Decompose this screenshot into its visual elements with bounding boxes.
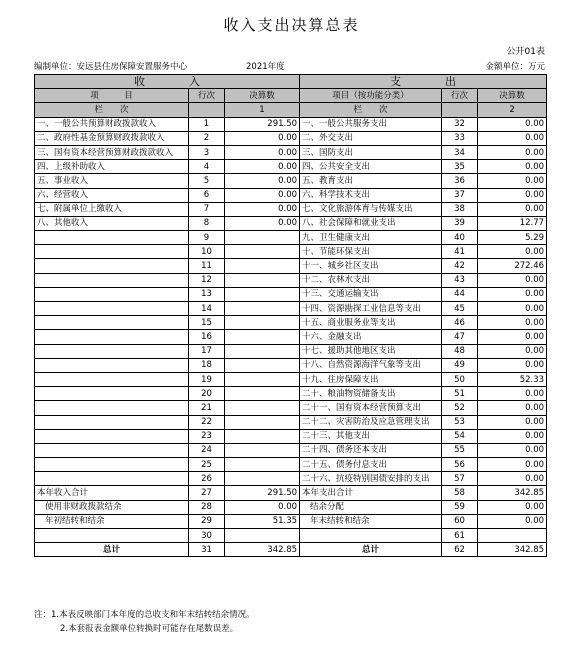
income-item-cell [35,245,189,259]
table-row [35,472,547,486]
expense-amount-cell: 0.00 [478,458,547,472]
income-item-cell: 年初结转和结余 [35,514,189,528]
income-item-cell [35,287,189,301]
income-line-cell: 21 [189,401,225,415]
income-item-header: 项 目 [35,89,189,103]
income-item-cell: 六、经营收入 [35,188,189,202]
table-row [35,543,547,557]
expense-amount-cell [478,529,547,543]
expense-item-cell: 六、科学技术支出 [300,188,442,202]
income-item-cell: 使用非财政拨款结余 [35,500,189,514]
expense-item-cell: 三、国防支出 [300,145,442,159]
expense-line-cell: 39 [442,216,478,230]
expense-col-blank [442,103,478,117]
income-col-blank [189,103,225,117]
income-amount-header: 决算数 [225,89,300,103]
income-amount-cell: 0.00 [225,500,300,514]
income-item-cell [35,259,189,273]
income-line-cell: 28 [189,500,225,514]
expense-item-header: 项目（按功能分类） [300,89,442,103]
income-amount-cell [225,358,300,372]
income-line-cell: 20 [189,387,225,401]
expense-line-cell: 52 [442,401,478,415]
expense-item-cell: 十五、商业服务业等支出 [300,316,442,330]
section-header-row [35,75,547,89]
expense-amount-cell: 342.85 [478,543,547,557]
table-row [35,131,547,145]
income-line-cell: 15 [189,316,225,330]
income-amount-cell [225,245,300,259]
expense-amount-cell: 0.00 [478,387,547,401]
expense-amount-cell: 0.00 [478,443,547,457]
column-index-row [35,103,547,117]
expense-amount-cell: 0.00 [478,287,547,301]
income-item-cell: 七、附属单位上缴收入 [35,202,189,216]
income-line-cell: 30 [189,529,225,543]
income-item-cell [35,302,189,316]
meta-row [34,60,545,73]
income-amount-cell [225,302,300,316]
expense-line-cell: 60 [442,514,478,528]
income-amount-cell: 0.00 [225,216,300,230]
income-amount-cell: 0.00 [225,174,300,188]
expense-amount-cell: 0.00 [478,472,547,486]
income-line-header: 行次 [189,89,225,103]
expense-amount-cell: 0.00 [478,245,547,259]
income-item-cell [35,358,189,372]
expense-item-cell: 二十一、国有资本经营预算支出 [300,401,442,415]
expense-amount-cell: 342.85 [478,486,547,500]
expense-col-index: 2 [478,103,547,117]
table-row [35,216,547,230]
income-item-cell [35,273,189,287]
income-item-cell [35,387,189,401]
income-amount-cell: 0.00 [225,202,300,216]
expense-item-cell: 五、教育支出 [300,174,442,188]
expense-item-cell: 十七、援助其他地区支出 [300,344,442,358]
expense-line-cell: 42 [442,259,478,273]
income-col-label: 栏 次 [35,103,189,117]
income-line-cell: 16 [189,330,225,344]
expense-item-cell: 二十四、债务还本支出 [300,443,442,457]
income-amount-cell [225,344,300,358]
expense-line-cell: 58 [442,486,478,500]
report-year: 2021年度 [246,62,285,72]
expense-line-cell: 56 [442,458,478,472]
income-item-cell [35,458,189,472]
table-row [35,514,547,528]
income-header: 收 入 [35,75,300,89]
footnotes [34,608,255,636]
expense-amount-cell: 0.00 [478,330,547,344]
expense-item-cell: 十、节能环保支出 [300,245,442,259]
expense-line-cell: 36 [442,174,478,188]
table-row [35,245,547,259]
expense-item-cell: 结余分配 [300,500,442,514]
expense-line-cell: 43 [442,273,478,287]
expense-line-cell: 33 [442,131,478,145]
expense-item-cell: 十九、住房保障支出 [300,372,442,386]
table-row [35,372,547,386]
expense-amount-cell: 0.00 [478,401,547,415]
expense-item-cell: 二、外交支出 [300,131,442,145]
expense-line-cell: 54 [442,429,478,443]
expense-amount-cell: 0.00 [478,344,547,358]
expense-item-cell [300,529,442,543]
expense-line-cell: 40 [442,231,478,245]
income-amount-cell [225,429,300,443]
expense-line-cell: 37 [442,188,478,202]
expense-line-cell: 38 [442,202,478,216]
expense-amount-cell: 0.00 [478,131,547,145]
income-item-cell: 五、事业收入 [35,174,189,188]
footnote-1: 注：1.本表反映部门本年度的总收支和年末结转结余情况。 [34,610,255,620]
expense-line-cell: 55 [442,443,478,457]
form-code: 公开01表 [506,47,545,57]
expense-line-cell: 46 [442,316,478,330]
table-row [35,273,547,287]
income-line-cell: 9 [189,231,225,245]
income-line-cell: 27 [189,486,225,500]
income-item-cell [35,372,189,386]
income-line-cell: 7 [189,202,225,216]
expense-line-cell: 32 [442,117,478,131]
expense-line-cell: 57 [442,472,478,486]
expense-amount-cell: 0.00 [478,273,547,287]
income-col-index: 1 [225,103,300,117]
expense-item-cell: 十八、自然资源海洋气象等支出 [300,358,442,372]
expense-item-cell: 十二、农林水支出 [300,273,442,287]
expense-amount-cell: 0.00 [478,145,547,159]
expense-header: 支 出 [300,75,547,89]
income-line-cell: 6 [189,188,225,202]
income-amount-cell [225,316,300,330]
income-amount-cell [225,259,300,273]
table-row [35,117,547,131]
expense-amount-cell: 0.00 [478,302,547,316]
expense-item-cell: 十一、城乡社区支出 [300,259,442,273]
table-row [35,287,547,301]
income-line-cell: 11 [189,259,225,273]
income-amount-cell [225,472,300,486]
expense-line-cell: 35 [442,160,478,174]
expense-amount-cell: 52.33 [478,372,547,386]
income-line-cell: 17 [189,344,225,358]
income-item-cell [35,401,189,415]
table-row [35,401,547,415]
table-row [35,344,547,358]
income-amount-cell: 0.00 [225,188,300,202]
income-item-cell: 本年收入合计 [35,486,189,500]
income-line-cell: 8 [189,216,225,230]
income-item-cell [35,472,189,486]
expense-line-cell: 59 [442,500,478,514]
expense-line-cell: 62 [442,543,478,557]
table-row [35,316,547,330]
income-item-cell: 总计 [35,543,189,557]
income-amount-cell: 0.00 [225,131,300,145]
expense-item-cell: 二十三、其他支出 [300,429,442,443]
income-line-cell: 2 [189,131,225,145]
expense-item-cell: 总计 [300,543,442,557]
table-row [35,529,547,543]
income-line-cell: 23 [189,429,225,443]
expense-line-cell: 48 [442,344,478,358]
expense-line-cell: 34 [442,145,478,159]
expense-amount-cell: 5.29 [478,231,547,245]
income-item-cell [35,231,189,245]
expense-line-cell: 45 [442,302,478,316]
expense-amount-cell: 0.00 [478,188,547,202]
expense-line-cell: 49 [442,358,478,372]
expense-amount-cell: 272.46 [478,259,547,273]
income-line-cell: 24 [189,443,225,457]
income-item-cell [35,429,189,443]
expense-amount-cell: 0.00 [478,358,547,372]
income-amount-cell [225,387,300,401]
expense-item-cell: 一、一般公共服务支出 [300,117,442,131]
expense-item-cell: 二十二、灾害防治及应急管理支出 [300,415,442,429]
table-row [35,145,547,159]
expense-item-cell: 十三、交通运输支出 [300,287,442,301]
expense-amount-cell: 0.00 [478,415,547,429]
expense-line-cell: 51 [442,387,478,401]
income-amount-cell: 342.85 [225,543,300,557]
income-amount-cell: 291.50 [225,486,300,500]
column-header-row [35,89,547,103]
expense-item-cell: 七、文化旅游体育与传媒支出 [300,202,442,216]
income-line-cell: 13 [189,287,225,301]
income-line-cell: 1 [189,117,225,131]
table-row [35,330,547,344]
table-row [35,486,547,500]
expense-line-cell: 41 [442,245,478,259]
expense-line-cell: 50 [442,372,478,386]
income-item-cell [35,443,189,457]
table-row [35,358,547,372]
income-item-cell: 三、国有资本经营预算财政拨款收入 [35,145,189,159]
income-item-cell [35,529,189,543]
income-amount-cell [225,231,300,245]
expense-amount-cell: 12.77 [478,216,547,230]
expense-amount-cell: 0.00 [478,316,547,330]
expense-line-cell: 44 [442,287,478,301]
income-amount-cell: 0.00 [225,145,300,159]
income-item-cell [35,316,189,330]
income-item-cell: 二、政府性基金预算财政拨款收入 [35,131,189,145]
footnote-2: 2.本套报表金额单位转换时可能存在尾数误差。 [60,624,239,634]
income-line-cell: 19 [189,372,225,386]
expense-item-cell: 十六、金融支出 [300,330,442,344]
income-line-cell: 18 [189,358,225,372]
income-amount-cell [225,415,300,429]
table-row [35,429,547,443]
income-line-cell: 4 [189,160,225,174]
table-row [35,443,547,457]
income-amount-cell [225,273,300,287]
income-item-cell [35,330,189,344]
org-label: 编制单位：安远县住房保障安置服务中心 [34,62,188,72]
income-amount-cell: 0.00 [225,160,300,174]
expense-item-cell: 八、社会保障和就业支出 [300,216,442,230]
expense-item-cell: 九、卫生健康支出 [300,231,442,245]
expense-amount-cell: 0.00 [478,429,547,443]
unit-label: 金额单位：万元 [485,62,545,72]
expense-amount-cell: 0.00 [478,202,547,216]
table-row [35,188,547,202]
report-title: 收入支出决算总表 [223,16,360,34]
income-amount-cell [225,529,300,543]
expense-item-cell: 二十、粮油物资储备支出 [300,387,442,401]
income-amount-cell [225,372,300,386]
income-line-cell: 12 [189,273,225,287]
income-line-cell: 5 [189,174,225,188]
expense-amount-header: 决算数 [478,89,547,103]
table-row [35,174,547,188]
expense-line-header: 行次 [442,89,478,103]
expense-line-cell: 47 [442,330,478,344]
income-line-cell: 10 [189,245,225,259]
expense-amount-cell: 0.00 [478,514,547,528]
income-amount-cell [225,443,300,457]
expense-amount-cell: 0.00 [478,117,547,131]
income-item-cell [35,344,189,358]
expense-amount-cell: 0.00 [478,174,547,188]
income-item-cell [35,415,189,429]
expense-item-cell: 年末结转和结余 [300,514,442,528]
table-row [35,202,547,216]
income-amount-cell: 291.50 [225,117,300,131]
expense-line-cell: 53 [442,415,478,429]
table-row [35,231,547,245]
table-row [35,259,547,273]
income-amount-cell [225,401,300,415]
income-line-cell: 22 [189,415,225,429]
expense-item-cell: 四、公共安全支出 [300,160,442,174]
expense-item-cell: 本年支出合计 [300,486,442,500]
expense-item-cell: 二十五、债务付息支出 [300,458,442,472]
table-row [35,415,547,429]
expense-col-label: 栏 次 [300,103,442,117]
income-item-cell: 一、一般公共预算财政拨款收入 [35,117,189,131]
income-line-cell: 31 [189,543,225,557]
income-amount-cell [225,330,300,344]
table-row [35,160,547,174]
income-line-cell: 14 [189,302,225,316]
income-line-cell: 3 [189,145,225,159]
table-row [35,500,547,514]
table-row [35,458,547,472]
expense-amount-cell: 0.00 [478,160,547,174]
expense-amount-cell: 0.00 [478,500,547,514]
income-line-cell: 29 [189,514,225,528]
income-amount-cell [225,458,300,472]
income-item-cell: 四、上级补助收入 [35,160,189,174]
table-row [35,302,547,316]
income-item-cell: 八、其他收入 [35,216,189,230]
income-amount-cell: 51.35 [225,514,300,528]
expense-item-cell: 二十六、抗疫特别国债安排的支出 [300,472,442,486]
income-amount-cell [225,287,300,301]
expense-item-cell: 十四、资源勘探工业信息等支出 [300,302,442,316]
summary-table [34,74,547,557]
income-line-cell: 26 [189,472,225,486]
income-line-cell: 25 [189,458,225,472]
table-row [35,387,547,401]
expense-line-cell: 61 [442,529,478,543]
